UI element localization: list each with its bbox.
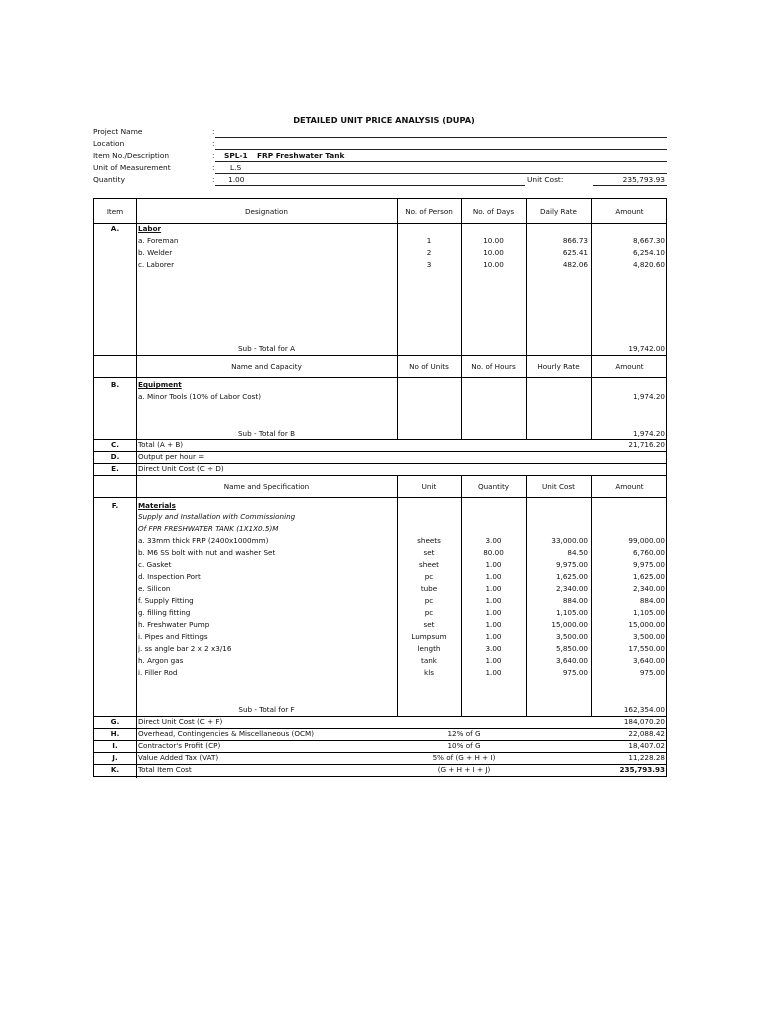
col-quantity: Quantity: [477, 482, 510, 491]
material-row-unit: set: [423, 548, 435, 557]
total-label: Direct Unit Cost (C + F): [138, 717, 223, 726]
labor-row-persons: 3: [426, 260, 432, 269]
colon: :: [212, 151, 215, 160]
labor-row-amount: 4,820.60: [632, 260, 665, 269]
material-row-name: f. Supply Fitting: [138, 596, 194, 605]
total-letter: J.: [112, 753, 118, 762]
dupa-table: [93, 198, 667, 777]
col-no-days: No. of Days: [472, 207, 515, 216]
materials-title: Materials: [138, 501, 176, 510]
material-row-name: d. Inspection Port: [138, 572, 201, 581]
material-row-qty: 3.00: [485, 644, 502, 653]
total-value: 235,793.93: [619, 765, 665, 774]
material-row-name: e. Silicon: [138, 584, 171, 593]
material-row-amount: 1,625.00: [632, 572, 665, 581]
material-row-amount: 884.00: [639, 596, 665, 605]
labor-row-amount: 8,667.30: [632, 236, 665, 245]
col-unit: Unit: [421, 482, 437, 491]
col-no-units: No of Units: [409, 362, 449, 371]
material-row-qty: 1.00: [485, 632, 502, 641]
col-daily-rate: Daily Rate: [540, 207, 577, 216]
material-row-qty: 1.00: [485, 584, 502, 593]
col-name-spec: Name and Specification: [223, 482, 310, 491]
material-row-cost: 15,000.00: [551, 620, 588, 629]
total-percent: 5% of (G + H + I): [432, 753, 496, 762]
material-row-cost: 33,000.00: [551, 536, 588, 545]
uom-field[interactable]: [215, 173, 667, 174]
unit-cost-label: Unit Cost:: [527, 175, 564, 184]
material-row-amount: 15,000.00: [628, 620, 665, 629]
section-letter-a: A.: [110, 224, 120, 233]
labor-title: Labor: [138, 224, 162, 233]
total-value: 22,088.42: [628, 729, 665, 738]
col-item: Item: [106, 207, 124, 216]
section-letter-f: F.: [111, 501, 119, 510]
material-row-cost: 84.50: [567, 548, 588, 557]
material-row-qty: 1.00: [485, 608, 502, 617]
summary-letter: E.: [111, 464, 119, 473]
quantity-value: 1.00: [228, 175, 245, 184]
location-field[interactable]: [215, 149, 667, 150]
labor-row-persons: 1: [426, 236, 432, 245]
labor-row-persons: 2: [426, 248, 432, 257]
material-row-amount: 99,000.00: [628, 536, 665, 545]
total-label: Overhead, Contingencies & Miscellaneous (OCM): [138, 729, 315, 738]
material-row-cost: 975.00: [562, 668, 588, 677]
materials-subtitle-2: Of FPR FRESHWATER TANK (1X1X0.5)M: [138, 524, 279, 533]
colon: :: [212, 163, 215, 172]
summary-label: Direct Unit Cost (C ÷ D): [138, 464, 224, 473]
material-row-cost: 1,105.00: [555, 608, 588, 617]
quantity-field[interactable]: [215, 185, 525, 186]
material-row-amount: 17,550.00: [628, 644, 665, 653]
total-value: 184,070.20: [623, 717, 665, 726]
material-row-cost: 3,640.00: [555, 656, 588, 665]
project-name-field[interactable]: [215, 137, 667, 138]
material-row-name: h. Argon gas: [138, 656, 184, 665]
material-row-cost: 5,850.00: [555, 644, 588, 653]
colon: :: [212, 175, 215, 184]
col-no-hours: No. of Hours: [471, 362, 516, 371]
col-no-person: No. of Person: [405, 207, 453, 216]
material-row-amount: 1,105.00: [632, 608, 665, 617]
item-no: SPL-1: [224, 151, 248, 160]
summary-label: Total (A + B): [138, 440, 184, 449]
material-row-name: a. 33mm thick FRP (2400x1000mm): [138, 536, 269, 545]
labor-row-rate: 625.41: [562, 248, 588, 257]
uom-label: Unit of Measurement: [93, 163, 171, 172]
col-amount: Amount: [615, 207, 644, 216]
labor-row-days: 10.00: [483, 236, 504, 245]
material-row-unit: sheet: [419, 560, 439, 569]
material-row-name: i. Filler Rod: [138, 668, 178, 677]
material-row-unit: tube: [420, 584, 438, 593]
equipment-subtotal: 1,974.20: [632, 429, 665, 438]
total-label: Value Added Tax (VAT): [138, 753, 219, 762]
total-percent: 12% of G: [447, 729, 481, 738]
section-letter-b: B.: [110, 380, 120, 389]
materials-subtotal: 162,354.00: [623, 705, 665, 714]
material-row-name: j. ss angle bar 2 x 2 x3/16: [138, 644, 232, 653]
labor-row-rate: 482.06: [562, 260, 588, 269]
equipment-item: a. Minor Tools (10% of Labor Cost): [138, 392, 262, 401]
material-row-qty: 1.00: [485, 656, 502, 665]
labor-row-rate: 866.73: [562, 236, 588, 245]
material-row-name: b. M6 SS bolt with nut and washer Set: [138, 548, 276, 557]
total-letter: H.: [110, 729, 120, 738]
material-row-cost: 2,340.00: [555, 584, 588, 593]
colon: :: [212, 139, 215, 148]
material-row-qty: 1.00: [485, 596, 502, 605]
item-field[interactable]: [215, 161, 667, 162]
material-row-cost: 3,500.00: [555, 632, 588, 641]
col-name-capacity: Name and Capacity: [231, 362, 302, 371]
labor-row-name: b. Welder: [138, 248, 173, 257]
material-row-amount: 975.00: [639, 668, 665, 677]
material-row-qty: 1.00: [485, 572, 502, 581]
labor-row-amount: 6,254.10: [632, 248, 665, 257]
summary-label: Output per hour =: [138, 452, 205, 461]
col-amount-mat: Amount: [615, 482, 644, 491]
colon: :: [212, 127, 215, 136]
materials-subtotal-label: Sub - Total for F: [238, 705, 295, 714]
summary-value: 21,716.20: [628, 440, 665, 449]
material-row-unit: pc: [424, 572, 434, 581]
total-letter: G.: [110, 717, 120, 726]
material-row-qty: 1.00: [485, 620, 502, 629]
document-title: DETAILED UNIT PRICE ANALYSIS (DUPA): [293, 115, 475, 125]
material-row-amount: 9,975.00: [632, 560, 665, 569]
material-row-unit: pc: [424, 608, 434, 617]
project-name-label: Project Name: [93, 127, 143, 136]
material-row-unit: kls: [424, 668, 434, 677]
total-value: 11,228.28: [628, 753, 665, 762]
labor-subtotal-label: Sub - Total for A: [238, 344, 295, 353]
location-label: Location: [93, 139, 125, 148]
material-row-cost: 1,625.00: [555, 572, 588, 581]
labor-row-name: a. Foreman: [138, 236, 179, 245]
quantity-label: Quantity: [93, 175, 125, 184]
labor-row-days: 10.00: [483, 260, 504, 269]
equipment-title: Equipment: [138, 380, 182, 389]
uom-value: L.S: [230, 163, 242, 172]
material-row-cost: 884.00: [562, 596, 588, 605]
equipment-amount: 1,974.20: [632, 392, 665, 401]
material-row-amount: 3,500.00: [632, 632, 665, 641]
equipment-subtotal-label: Sub - Total for B: [237, 429, 295, 438]
material-row-cost: 9,975.00: [555, 560, 588, 569]
material-row-unit: tank: [421, 656, 437, 665]
material-row-qty: 1.00: [485, 560, 502, 569]
material-row-unit: pc: [424, 596, 434, 605]
total-letter: I.: [112, 741, 118, 750]
labor-row-days: 10.00: [483, 248, 504, 257]
material-row-qty: 80.00: [483, 548, 504, 557]
material-row-unit: Lumpsum: [411, 632, 447, 641]
material-row-amount: 6,760.00: [632, 548, 665, 557]
total-percent: 10% of G: [447, 741, 481, 750]
unit-cost-field: [593, 185, 667, 186]
total-percent: (G + H + I + J): [437, 765, 491, 774]
material-row-amount: 3,640.00: [632, 656, 665, 665]
labor-subtotal: 19,742.00: [628, 344, 665, 353]
summary-letter: C.: [110, 440, 119, 449]
col-amount-equip: Amount: [615, 362, 644, 371]
material-row-name: g. filling fitting: [138, 608, 191, 617]
material-row-name: i. Pipes and Fittings: [138, 632, 208, 641]
material-row-amount: 2,340.00: [632, 584, 665, 593]
total-label: Total Item Cost: [138, 765, 192, 774]
material-row-qty: 1.00: [485, 668, 502, 677]
material-row-unit: set: [423, 620, 435, 629]
col-hourly-rate: Hourly Rate: [537, 362, 580, 371]
item-description: FRP Freshwater Tank: [257, 151, 345, 160]
total-letter: K.: [110, 765, 120, 774]
item-label: Item No./Description: [93, 151, 170, 160]
materials-subtitle-1: Supply and Installation with Commissioning: [138, 512, 296, 521]
total-value: 18,407.02: [628, 741, 665, 750]
total-label: Contractor's Profit (CP): [138, 741, 221, 750]
material-row-unit: sheets: [417, 536, 441, 545]
col-unit-cost: Unit Cost: [542, 482, 575, 491]
labor-row-name: c. Laborer: [138, 260, 175, 269]
material-row-name: c. Gasket: [138, 560, 172, 569]
material-row-unit: length: [417, 644, 441, 653]
material-row-qty: 3.00: [485, 536, 502, 545]
unit-cost-value: 235,793.93: [622, 175, 665, 184]
material-row-name: h. Freshwater Pump: [138, 620, 210, 629]
col-designation: Designation: [245, 207, 288, 216]
summary-letter: D.: [110, 452, 120, 461]
